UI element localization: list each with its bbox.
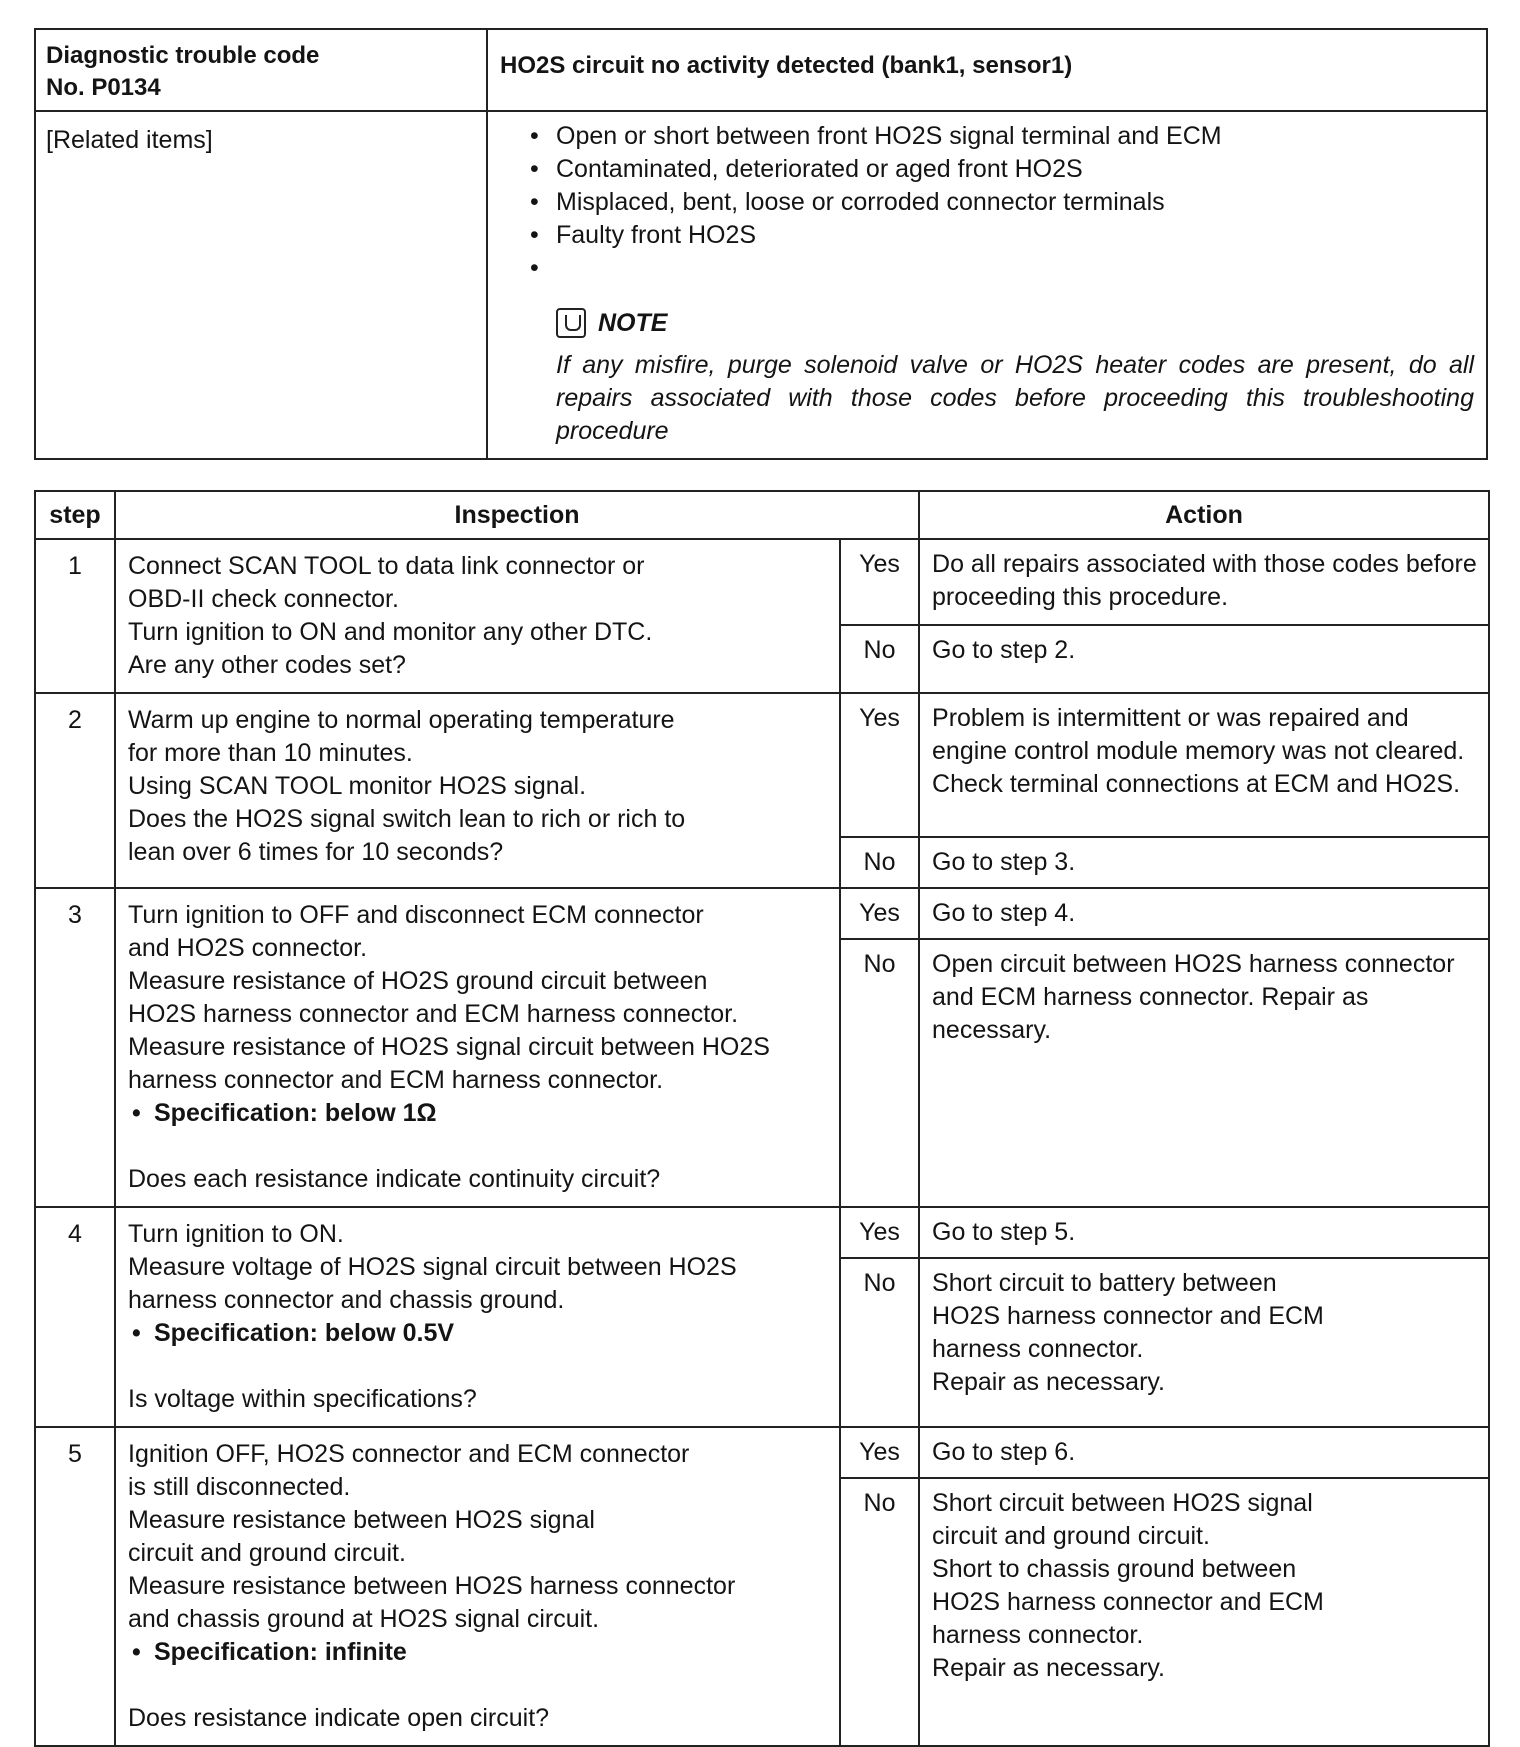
inspection-line: circuit and ground circuit. — [128, 1539, 406, 1567]
step-inspection — [115, 693, 840, 888]
inspection-line: harness connector and ECM harness connector. — [128, 1066, 664, 1094]
action-line: Short to chassis ground between — [932, 1555, 1297, 1583]
inspection-line: OBD-II check connector. — [128, 585, 399, 613]
action-line: HO2S harness connector and ECM — [932, 1588, 1324, 1616]
inspection-line: Are any other codes set? — [128, 651, 406, 679]
inspection-line: Measure resistance between HO2S signal — [128, 1506, 595, 1534]
no-action: Go to step 2. — [919, 625, 1489, 693]
table-row — [35, 693, 1489, 837]
action-line: harness connector. — [932, 1621, 1144, 1649]
no-action — [919, 1478, 1489, 1746]
step-number: 4 — [35, 1207, 115, 1427]
action-line: Repair as necessary. — [932, 1368, 1165, 1396]
no-label: No — [840, 1258, 919, 1427]
inspection-line: and chassis ground at HO2S signal circuit. — [128, 1605, 600, 1633]
inspection-line: HO2S harness connector and ECM harness connector. — [128, 1000, 739, 1028]
yes-action: Go to step 5. — [919, 1207, 1489, 1258]
table-row — [35, 1207, 1489, 1258]
action-line: Short circuit between HO2S signal — [932, 1489, 1313, 1517]
yes-label: Yes — [840, 693, 919, 837]
specification: • Specification: infinite — [128, 1636, 829, 1669]
action-line: harness connector. — [932, 1335, 1144, 1363]
list-item: • Faulty front HO2S — [528, 219, 1474, 252]
step-inspection — [115, 539, 840, 693]
action-line: HO2S harness connector and ECM — [932, 1302, 1324, 1330]
specification: • Specification: below 1Ω — [128, 1097, 829, 1130]
dtc-label: Diagnostic trouble code — [46, 42, 320, 69]
dtc-header-table — [34, 28, 1488, 460]
inspection-line: lean over 6 times for 10 seconds? — [128, 838, 504, 866]
action-line: circuit and ground circuit. — [932, 1522, 1210, 1550]
table-row — [35, 888, 1489, 939]
related-items-cell — [487, 111, 1487, 459]
list-item — [528, 252, 1474, 285]
column-header-inspection: Inspection — [115, 491, 919, 539]
yes-action: Go to step 4. — [919, 888, 1489, 939]
inspection-line: Turn ignition to OFF and disconnect ECM connector — [128, 901, 704, 929]
dtc-title: HO2S circuit no activity detected (bank1, sensor1) — [487, 29, 1487, 111]
step-number: 1 — [35, 539, 115, 693]
action-line: Repair as necessary. — [932, 1654, 1165, 1682]
inspection-line: Measure voltage of HO2S signal circuit between HO2S — [128, 1253, 737, 1281]
inspection-line: Measure resistance of HO2S ground circuit between — [128, 967, 708, 995]
inspection-line: Turn ignition to ON and monitor any other DTC. — [128, 618, 653, 646]
list-item: • Contaminated, deteriorated or aged front HO2S — [528, 153, 1474, 186]
inspection-line: is still disconnected. — [128, 1473, 351, 1501]
yes-action: Problem is intermittent or was repaired and engine control module memory was not cleared. Check terminal connections at ECM and HO2S. — [919, 693, 1489, 837]
inspection-line: Using SCAN TOOL monitor HO2S signal. — [128, 772, 587, 800]
inspection-line: Ignition OFF, HO2S connector and ECM connector — [128, 1440, 690, 1468]
list-item: • Open or short between front HO2S signal terminal and ECM — [528, 120, 1474, 153]
step-inspection — [115, 1207, 840, 1427]
table-row — [35, 1427, 1489, 1478]
note-title: NOTE — [598, 308, 668, 337]
no-label: No — [840, 625, 919, 693]
dtc-code: No. P0134 — [46, 74, 161, 101]
inspection-line: Turn ignition to ON. — [128, 1220, 344, 1248]
yes-action: Go to step 6. — [919, 1427, 1489, 1478]
yes-label: Yes — [840, 888, 919, 939]
note-icon — [556, 308, 586, 338]
no-action: Go to step 3. — [919, 837, 1489, 888]
note-block — [528, 303, 1474, 448]
step-inspection — [115, 888, 840, 1207]
inspection-line: for more than 10 minutes. — [128, 739, 413, 767]
inspection-line: Does the HO2S signal switch lean to rich or rich to — [128, 805, 686, 833]
inspection-line: Measure resistance of HO2S signal circuit between HO2S — [128, 1033, 770, 1061]
inspection-line: harness connector and chassis ground. — [128, 1286, 565, 1314]
list-item: • Misplaced, bent, loose or corroded connector terminals — [528, 186, 1474, 219]
specification: • Specification: below 0.5V — [128, 1317, 829, 1350]
no-label: No — [840, 939, 919, 1207]
inspection-line: Measure resistance between HO2S harness connector — [128, 1572, 736, 1600]
related-items-label: [Related items] — [35, 111, 487, 459]
inspection-question: Does resistance indicate open circuit? — [128, 1704, 550, 1732]
inspection-line: and HO2S connector. — [128, 934, 368, 962]
table-header-row — [35, 491, 1489, 539]
yes-label: Yes — [840, 1427, 919, 1478]
inspection-question: Is voltage within specifications? — [128, 1385, 477, 1413]
related-items-list — [528, 120, 1474, 285]
troubleshooting-steps-table — [34, 490, 1490, 1747]
inspection-question: Does each resistance indicate continuity circuit? — [128, 1165, 661, 1193]
no-action — [919, 1258, 1489, 1427]
yes-action: Do all repairs associated with those codes before proceeding this procedure. — [919, 539, 1489, 625]
action-line: Short circuit to battery between — [932, 1269, 1277, 1297]
inspection-line: Warm up engine to normal operating temperature — [128, 706, 675, 734]
inspection-line: Connect SCAN TOOL to data link connector or — [128, 552, 645, 580]
step-number: 5 — [35, 1427, 115, 1746]
column-header-action: Action — [919, 491, 1489, 539]
dtc-title-row — [35, 29, 1487, 111]
yes-label: Yes — [840, 539, 919, 625]
dtc-label-cell — [35, 29, 487, 111]
no-label: No — [840, 1478, 919, 1746]
no-label: No — [840, 837, 919, 888]
table-row — [35, 539, 1489, 625]
yes-label: Yes — [840, 1207, 919, 1258]
step-number: 3 — [35, 888, 115, 1207]
step-number: 2 — [35, 693, 115, 888]
note-text: If any misfire, purge solenoid valve or HO2S heater codes are present, do all repairs associated with those codes before proceeding this troubleshooting procedure — [556, 351, 1474, 445]
step-inspection — [115, 1427, 840, 1746]
column-header-step: step — [35, 491, 115, 539]
related-items-row — [35, 111, 1487, 459]
note-header — [556, 303, 1474, 343]
no-action: Open circuit between HO2S harness connector and ECM harness connector. Repair as necessary. — [919, 939, 1489, 1207]
